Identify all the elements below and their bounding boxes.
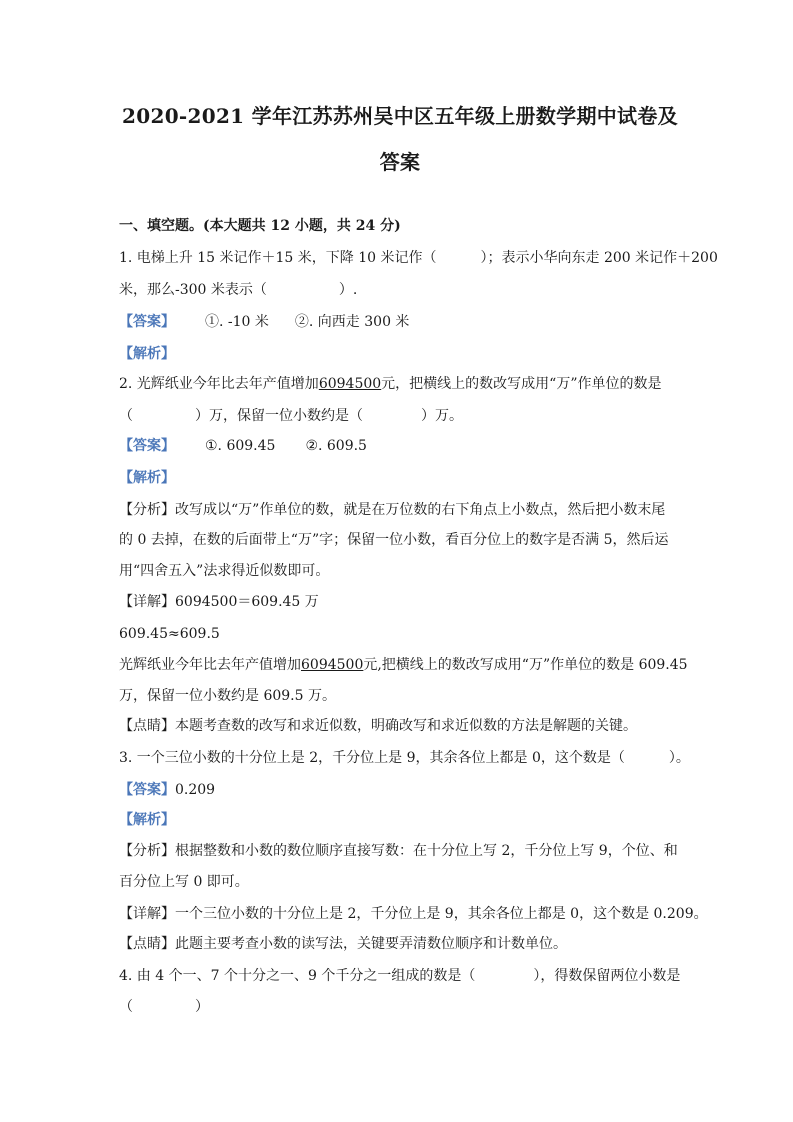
q4-line1: 4. 由 4 个一、7 个十分之一、9 个千分之一组成的数是（ ），得数保留两位小数是: [119, 968, 681, 984]
q2-dianjing: 【点睛】本题考查数的改写和求近似数，明确改写和求近似数的方法是解题的关键。: [119, 718, 637, 734]
answer-label: 【答案】: [119, 314, 175, 330]
q2-line2: （ ）万，保留一位小数约是（ ）万。: [119, 408, 463, 424]
q2-fenxi-line2: 的 0 去掉，在数的后面带上“万”字；保留一位小数，看百分位上的数字是否满 5，然后运: [119, 532, 669, 548]
q1-line2: 米，那么-300 米表示（ ）.: [119, 282, 358, 298]
document-title-line2: 答案: [379, 150, 421, 174]
q3-xiangjie: 【详解】一个三位小数的十分位上是 2，千分位上是 9，其余各位上都是 0，这个数是 0.209。: [119, 906, 708, 922]
q3-dianjing: 【点睛】此题主要考查小数的读写法，关键要弄清数位顺序和计数单位。: [119, 936, 567, 952]
q1-answer: 【答案】 ①. -10 米 ②. 向西走 300 米: [119, 314, 410, 330]
q1-analysis-label: 【解析】: [119, 346, 175, 362]
q2-xiangjie-line4: 万，保留一位小数约是 609.5 万。: [119, 688, 336, 704]
document-title-line1: 2020-2021 学年江苏苏州吴中区五年级上册数学期中试卷及: [122, 104, 678, 128]
q3-answer: 【答案】0.209: [119, 782, 216, 798]
q2-answer: 【答案】 ①. 609.45 ②. 609.5: [119, 438, 367, 454]
q3-fenxi-line1: 【分析】根据整数和小数的数位顺序直接写数：在十分位上写 2，千分位上写 9，个位、和: [119, 843, 678, 859]
q2-xiangjie-line3: 光辉纸业今年比去年产值增加6094500元,把横线上的数改写成用“万”作单位的数是 609.45: [119, 657, 688, 673]
q4-line2: （ ）: [119, 999, 209, 1015]
q3-analysis-label: 【解析】: [119, 812, 175, 828]
q2-xiangjie-line2: 609.45≈609.5: [119, 626, 220, 642]
q1-line1: 1. 电梯上升 15 米记作＋15 米，下降 10 米记作（ ）；表示小华向东走 200 米记作＋200: [119, 250, 718, 266]
q2-fenxi-line3: 用“四舍五入”法求得近似数即可。: [119, 563, 330, 579]
q3-line1: 3. 一个三位小数的十分位上是 2，千分位上是 9，其余各位上都是 0，这个数是（ ）。: [119, 750, 690, 766]
section-heading: 一、填空题。(本大题共 12 小题，共 24 分): [119, 218, 401, 234]
q2-line1: 2. 光辉纸业今年比去年产值增加6094500元，把横线上的数改写成用“万”作单位的数是: [119, 376, 662, 392]
q2-analysis-label: 【解析】: [119, 470, 175, 486]
answer-label: 【答案】: [119, 438, 175, 454]
q2-fenxi-line1: 【分析】改写成以“万”作单位的数，就是在万位数的右下角点上小数点，然后把小数末尾: [119, 502, 666, 518]
q2-xiangjie-line1: 【详解】6094500＝609.45 万: [119, 594, 319, 610]
q3-fenxi-line2: 百分位上写 0 即可。: [119, 874, 249, 890]
answer-label: 【答案】: [119, 782, 175, 798]
